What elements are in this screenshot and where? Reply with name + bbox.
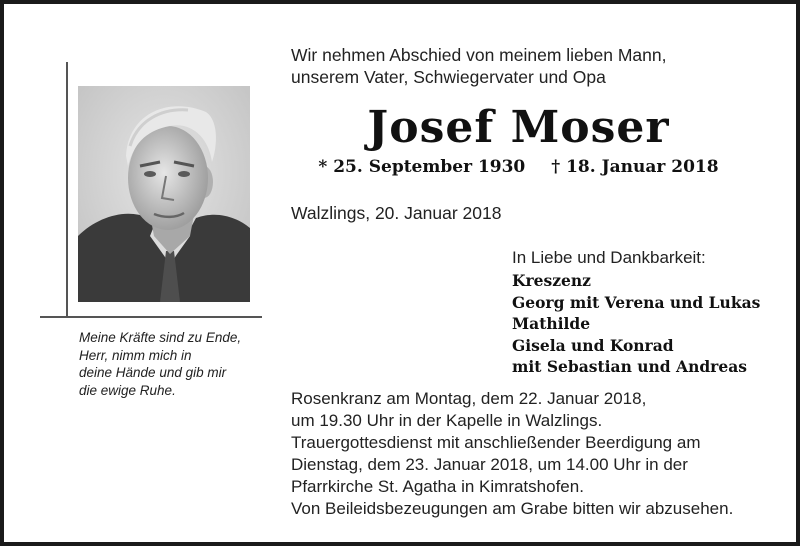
death-date: † 18. Januar 2018 <box>551 157 719 177</box>
service-details <box>291 388 733 520</box>
portrait-photo <box>78 86 250 302</box>
family-heading: In Liebe und Dankbarkeit: <box>512 248 706 267</box>
service-line: Rosenkranz am Montag, dem 22. Januar 2018, <box>291 389 647 408</box>
quote-line: die ewige Ruhe. <box>79 382 176 398</box>
service-line: Dienstag, dem 23. Januar 2018, um 14.00 Uhr in der <box>291 455 688 474</box>
quote-line: Meine Kräfte sind zu Ende, <box>79 330 242 345</box>
birth-date: * 25. September 1930 <box>318 157 526 177</box>
service-line: Trauergottesdienst mit anschließender Beerdigung am <box>291 433 701 452</box>
family-member: Kreszenz <box>512 271 591 290</box>
quote-line: Herr, nimm mich in <box>79 347 192 363</box>
life-dates <box>291 155 746 179</box>
family-list <box>512 247 760 378</box>
intro-line-2: unserem Vater, Schwiegervater und Opa <box>291 67 606 87</box>
horizontal-rule <box>40 316 262 318</box>
intro-line-1: Wir nehmen Abschied von meinem lieben Mann, <box>291 45 667 65</box>
family-member: mit Sebastian und Andreas <box>512 357 747 376</box>
portrait-image <box>78 86 250 302</box>
vertical-rule <box>66 62 68 317</box>
family-member: Georg mit Verena und Lukas <box>512 292 761 312</box>
deceased-name: Josef Moser <box>367 102 670 153</box>
service-line: Pfarrkirche St. Agatha in Kimratshofen. <box>291 477 584 496</box>
quote-line: deine Hände und gib mir <box>79 365 227 380</box>
place-and-date: Walzlings, 20. Januar 2018 <box>291 203 502 223</box>
family-member: Mathilde <box>512 314 591 333</box>
intro-text <box>291 44 666 88</box>
service-line: um 19.30 Uhr in der Kapelle in Walzlings. <box>291 411 603 430</box>
family-member: Gisela und Konrad <box>512 335 674 355</box>
quote-text <box>79 329 269 399</box>
service-line: Von Beileidsbezeugungen am Grabe bitten wir abzusehen. <box>291 499 734 518</box>
